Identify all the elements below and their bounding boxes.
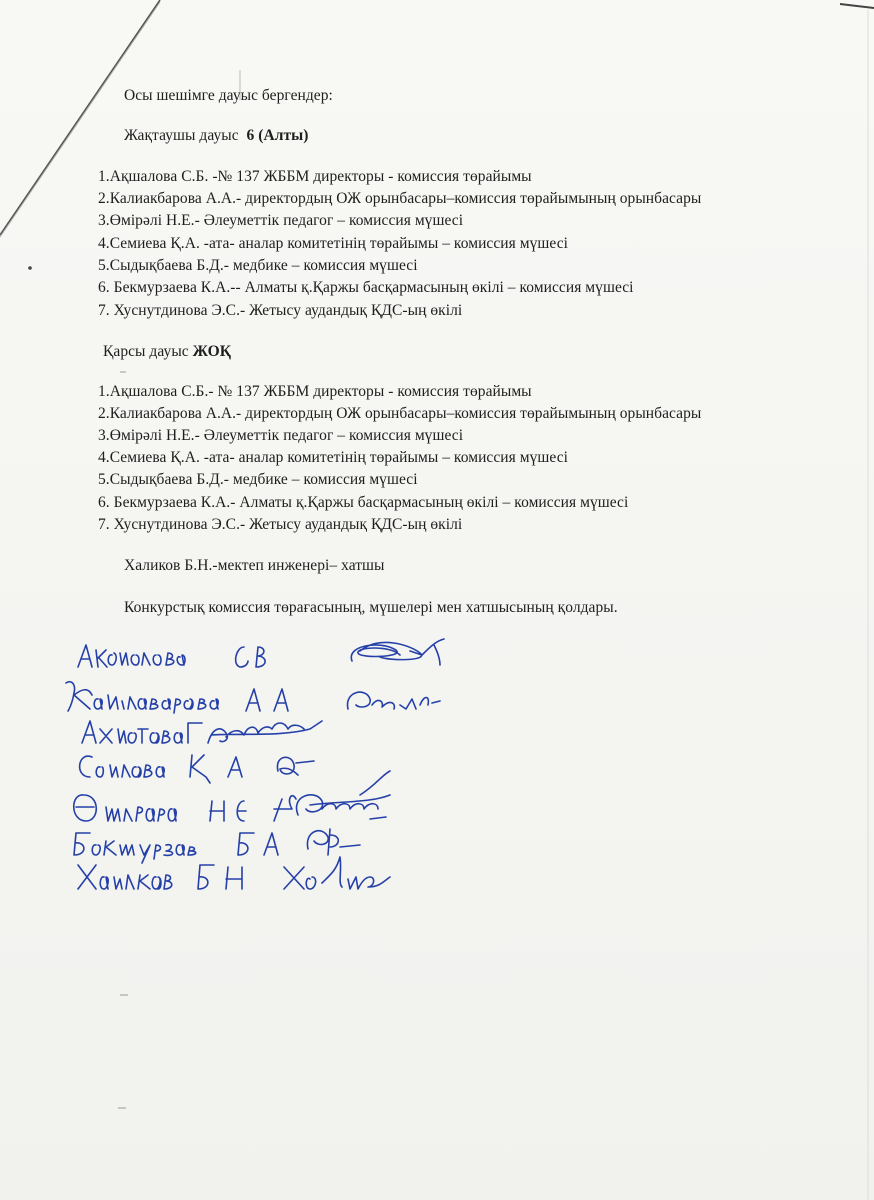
signature-image xyxy=(60,625,480,890)
list-item: 3.Өмірәлі Н.Е.- Әлеуметтік педагог – комиссия мүшесі xyxy=(98,427,464,444)
list-item: 5.Сыдықбаева Б.Д.- медбике – комиссия мүшесі xyxy=(98,257,418,274)
against-votes-label: Қарсы дауыс xyxy=(103,343,189,360)
list-item: 1.Ақшалова С.Б. -№ 137 ЖББМ директоры - комиссия төрайымы xyxy=(98,168,532,185)
list-item: 2.Калиакбарова А.А.- директордың ОЖ орынбасары–комиссия төрайымының орынбасары xyxy=(98,405,702,422)
list-item: 3.Өмірәлі Н.Е.- Әлеуметтік педагог – комиссия мүшесі xyxy=(98,212,464,229)
against-votes-count: ЖОҚ xyxy=(192,343,232,360)
for-votes-count: 6 (Алты) xyxy=(246,127,309,144)
for-votes-label: Жақтаушы дауыс xyxy=(124,127,239,144)
handwritten-signatures xyxy=(60,625,480,890)
against-votes-line xyxy=(103,342,231,362)
list-item: 4.Семиева Қ.А. -ата- аналар комитетінің төрайымы – комиссия мүшесі xyxy=(98,449,568,466)
list-item: 2.Калиакбарова А.А.- директордың ОЖ орынбасары–комиссия төрайымының орынбасары xyxy=(98,190,702,207)
list-item: 4.Семиева Қ.А. -ата- аналар комитетінің төрайымы – комиссия мүшесі xyxy=(98,235,568,252)
list-item: 6. Бекмурзаева К.А.- Алматы қ.Қаржы басқармасының өкілі – комиссия мүшесі xyxy=(98,494,629,511)
list-item: 7. Хуснутдинова Э.С.- Жетысу аудандық ҚДС-ың өкілі xyxy=(98,302,463,319)
signatures-caption: Конкурстық комиссия төрағасының, мүшелері мен хатшысының қолдары. xyxy=(124,599,618,616)
for-votes-line xyxy=(124,126,309,146)
list-item: 7. Хуснутдинова Э.С.- Жетысу аудандық ҚДС-ың өкілі xyxy=(98,516,463,533)
secretary-line: Халиков Б.Н.-мектеп инженері– хатшы xyxy=(124,557,385,574)
list-item: 5.Сыдықбаева Б.Д.- медбике – комиссия мүшесі xyxy=(98,471,418,488)
heading: Осы шешімге дауыс бергендер: xyxy=(124,87,333,104)
list-item: 6. Бекмурзаева К.А.-- Алматы қ.Қаржы басқармасының өкілі – комиссия мүшесі xyxy=(98,279,634,296)
list-item: 1.Ақшалова С.Б.- № 137 ЖББМ директоры - комиссия төрайымы xyxy=(98,383,532,400)
